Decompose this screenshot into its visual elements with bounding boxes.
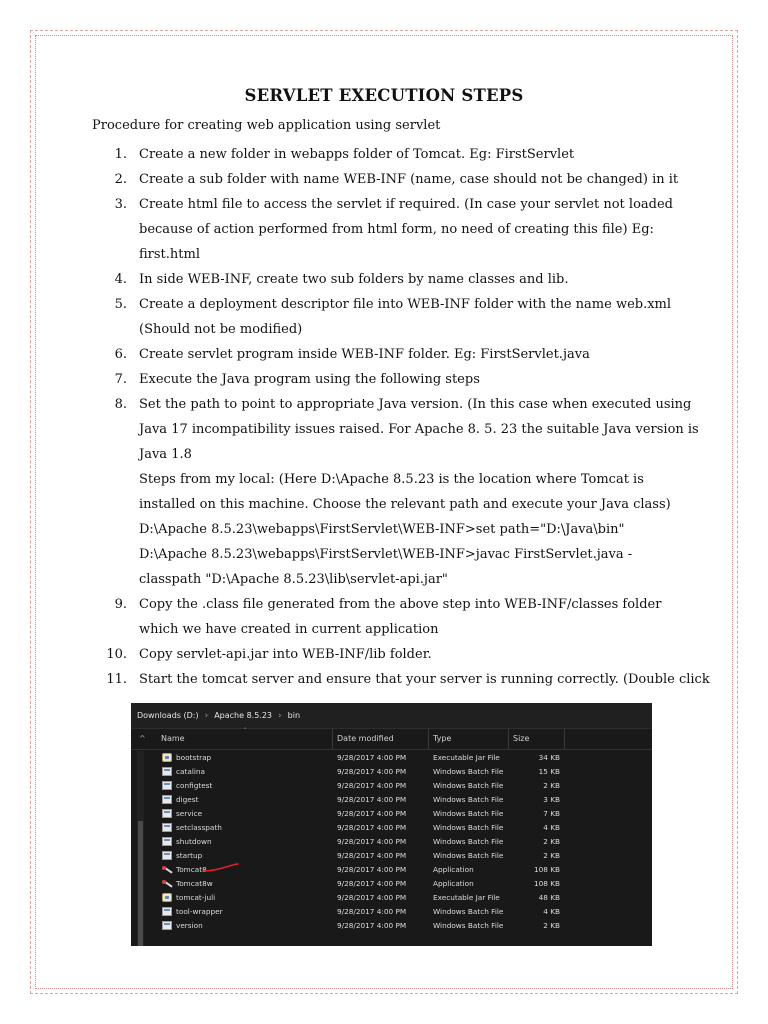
step-text: Java 1.8 [139,447,192,462]
jar-file-icon [162,753,172,762]
breadcrumb-drive[interactable]: Downloads (D:) [137,711,199,720]
application-icon [162,879,174,888]
batch-file-icon [162,921,172,930]
file-name: tomcat-juli [176,893,216,902]
file-size: 2 KB [543,781,560,790]
file-type: Executable Jar File [433,893,500,902]
batch-file-icon [162,781,172,790]
step-item [92,142,692,167]
file-size: 108 KB [533,879,560,888]
batch-file-icon [162,907,172,916]
file-type: Windows Batch File [433,837,504,846]
file-size: 4 KB [543,823,560,832]
file-date: 9/28/2017 4:00 PM [337,767,407,776]
file-explorer-screenshot [131,703,652,946]
file-type: Application [433,879,474,888]
step-text: Copy the .class file generated from the above step into WEB-INF/classes folder [139,597,662,612]
step-number: 5. [114,297,127,312]
column-header [131,729,652,750]
file-type: Windows Batch File [433,767,504,776]
batch-file-icon [162,851,172,860]
file-row[interactable] [131,919,652,933]
step-text: Create servlet program inside WEB-INF folder. Eg: FirstServlet.java [139,347,590,362]
red-underline-annotation [203,862,239,874]
step-number: 4. [114,272,127,287]
step-item [92,292,692,342]
step-text: because of action performed from html form, no need of creating this file) Eg: [139,222,654,237]
file-name: service [176,809,203,818]
step-number: 6. [114,347,127,362]
step-item [92,392,699,592]
file-size: 2 KB [543,921,560,930]
file-name: tool-wrapper [176,907,223,916]
file-type: Windows Batch File [433,795,504,804]
file-row[interactable] [131,835,652,849]
step-number: 7. [114,372,127,387]
file-date: 9/28/2017 4:00 PM [337,893,407,902]
step-text: D:\Apache 8.5.23\webapps\FirstServlet\WEB-INF>set path="D:\Java\bin" [139,522,625,537]
file-size: 4 KB [543,907,560,916]
step-text: D:\Apache 8.5.23\webapps\FirstServlet\WEB-INF>javac FirstServlet.java - [139,547,633,562]
step-item [92,592,692,642]
step-text: In side WEB-INF, create two sub folders by name classes and lib. [139,272,569,287]
step-number: 8. [114,397,127,412]
batch-file-icon [162,767,172,776]
file-date: 9/28/2017 4:00 PM [337,781,407,790]
page-title: SERVLET EXECUTION STEPS [244,86,524,105]
file-type: Windows Batch File [433,823,504,832]
breadcrumb-folder[interactable]: Apache 8.5.23 [214,711,273,720]
file-size: 2 KB [543,851,560,860]
file-type: Windows Batch File [433,907,504,916]
step-item [92,342,692,367]
chevron-right-icon: › [278,710,282,721]
step-text: Create a sub folder with name WEB-INF (name, case should not be changed) in it [139,172,679,187]
file-date: 9/28/2017 4:00 PM [337,865,407,874]
step-text: Create a new folder in webapps folder of Tomcat. Eg: FirstServlet [139,147,575,162]
step-number: 10. [106,647,127,662]
step-text: Create a deployment descriptor file into WEB-INF folder with the name web.xml [139,297,672,312]
column-name[interactable]: Name [161,734,185,743]
step-text: Set the path to point to appropriate Java version. (In this case when executed using [139,397,692,412]
step-number: 9. [114,597,127,612]
application-icon [162,865,174,874]
file-date: 9/28/2017 4:00 PM [337,823,407,832]
file-type: Windows Batch File [433,809,504,818]
file-size: 15 KB [538,767,560,776]
batch-file-icon [162,809,172,818]
step-item [92,267,692,292]
step-item [92,192,692,267]
column-size[interactable]: Size [513,734,530,743]
step-text: Create html file to access the servlet if required. (In case your servlet not loaded [139,197,673,212]
file-row[interactable] [131,877,652,891]
file-size: 3 KB [543,795,560,804]
step-item [92,642,692,667]
file-type: Windows Batch File [433,921,504,930]
file-size: 2 KB [543,837,560,846]
step-text: Steps from my local: (Here D:\Apache 8.5.23 is the location where Tomcat is [139,472,644,487]
sort-caret-icon: ˆ [243,727,247,736]
file-row[interactable] [131,765,652,779]
file-date: 9/28/2017 4:00 PM [337,809,407,818]
file-row[interactable] [131,849,652,863]
file-type: Application [433,865,474,874]
step-text: Copy servlet-api.jar into WEB-INF/lib folder. [139,647,432,662]
breadcrumb-current[interactable]: bin [287,711,301,720]
file-row[interactable] [131,779,652,793]
step-text: (Should not be modified) [139,322,303,337]
file-list [131,751,652,933]
file-date: 9/28/2017 4:00 PM [337,795,407,804]
file-row[interactable] [131,807,652,821]
step-number: 2. [114,172,127,187]
step-item [92,367,692,392]
breadcrumb [131,703,652,729]
step-item [92,667,710,692]
step-text: classpath "D:\Apache 8.5.23\lib\servlet-api.jar" [139,572,448,587]
file-date: 9/28/2017 4:00 PM [337,921,407,930]
file-name: Tomcat8w [176,879,213,888]
jar-file-icon [162,893,172,902]
steps-list [92,142,710,692]
batch-file-icon [162,795,172,804]
file-name: catalina [176,767,205,776]
chevron-right-icon: › [204,710,209,721]
file-size: 108 KB [533,865,560,874]
file-date: 9/28/2017 4:00 PM [337,851,407,860]
file-name: setclasspath [176,823,222,832]
step-number: 3. [114,197,127,212]
file-date: 9/28/2017 4:00 PM [337,907,407,916]
file-type: Windows Batch File [433,781,504,790]
batch-file-icon [162,837,172,846]
step-text: Execute the Java program using the following steps [139,372,480,387]
file-date: 9/28/2017 4:00 PM [337,837,407,846]
file-size: 34 KB [538,753,560,762]
step-text: which we have created in current application [139,622,439,637]
file-name: digest [176,795,199,804]
file-size: 7 KB [543,809,560,818]
file-name: Tomcat8 [176,865,207,874]
file-row[interactable] [131,891,652,905]
file-name: startup [176,851,203,860]
file-date: 9/28/2017 4:00 PM [337,879,407,888]
file-row[interactable] [131,821,652,835]
file-name: configtest [176,781,213,790]
file-row[interactable] [131,905,652,919]
file-type: Windows Batch File [433,851,504,860]
step-number: 1. [114,147,127,162]
step-number: 11. [106,672,127,687]
file-size: 48 KB [538,893,560,902]
file-type: Executable Jar File [433,753,500,762]
file-row[interactable] [131,793,652,807]
column-date[interactable]: Date modified [337,734,394,743]
file-row[interactable] [131,751,652,765]
step-text: Start the tomcat server and ensure that your server is running correctly. (Double click [139,672,710,687]
step-text: first.html [139,247,200,262]
step-text: Java 17 incompatibility issues raised. For Apache 8. 5. 23 the suitable Java version is [139,422,699,437]
intro-text: Procedure for creating web application using servlet [92,118,441,133]
column-type[interactable]: Type [433,734,452,743]
file-name: bootstrap [176,753,212,762]
file-name: shutdown [176,837,212,846]
file-date: 9/28/2017 4:00 PM [337,753,407,762]
step-item [92,167,692,192]
step-text: installed on this machine. Choose the relevant path and execute your Java class) [139,497,671,512]
file-name: version [176,921,203,930]
batch-file-icon [162,823,172,832]
chevron-up-icon[interactable]: ^ [139,734,146,743]
